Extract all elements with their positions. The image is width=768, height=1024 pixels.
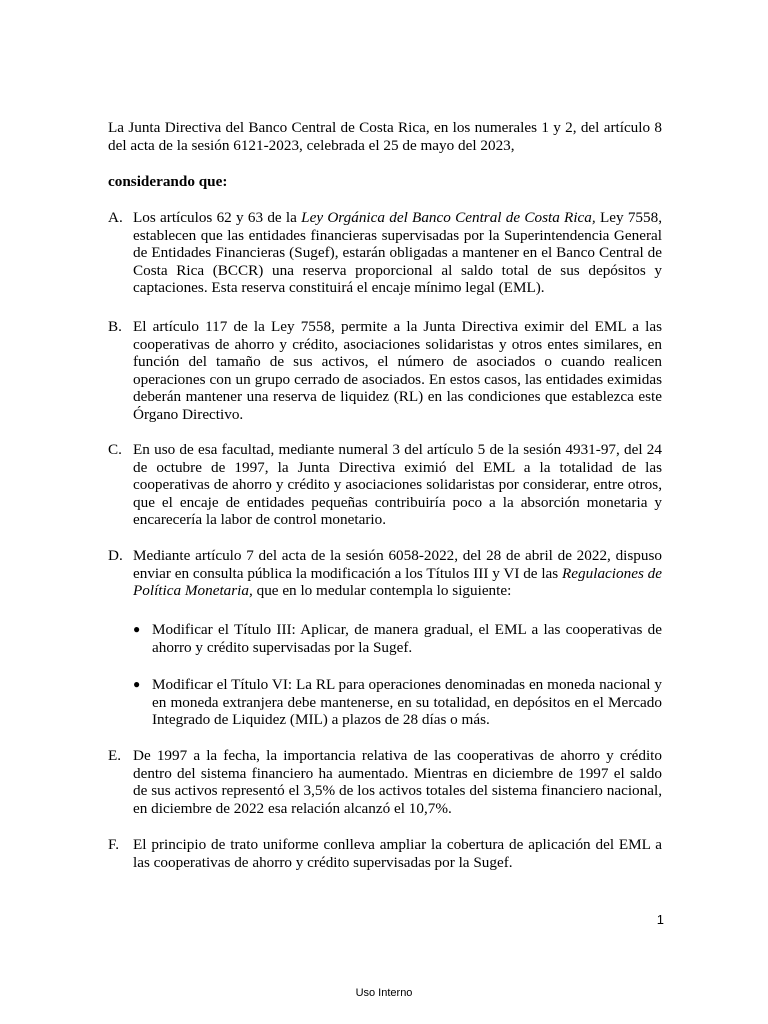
item-text: El artículo 117 de la Ley 7558, permite a la Junta Directiva eximir del EML a las cooperativas de ahorro y crédito, asociaciones solidaristas y otros entes similares, en función del tamaño de sus activos, el número de asociados o cuando realicen operaciones con un grupo cerrado de asociados. En estos casos, las entidades eximidas deberán mantener una reserva de liquidez (RL) en las condiciones que establezca este Órgano Directivo. xyxy=(133,318,662,423)
law-title: Ley Orgánica del Banco Central de Costa Rica, xyxy=(301,209,596,226)
bullet-icon: ● xyxy=(133,622,141,636)
regulation-title: Regulaciones de Política Monetaria, xyxy=(133,564,662,600)
item-text: El principio de trato uniforme conlleva ampliar la cobertura de aplicación del EML a las cooperativas de ahorro y crédito supervisadas por la Sugef. xyxy=(133,836,662,871)
bullet-icon: ● xyxy=(133,677,141,691)
considerando-item-d xyxy=(108,547,662,600)
considerando-item-f xyxy=(108,836,662,871)
considerando-item-c xyxy=(108,441,662,529)
intro-paragraph: La Junta Directiva del Banco Central de Costa Rica, en los numerales 1 y 2, del artículo 8 del acta de la sesión 6121-2023, celebrada el 25 de mayo del 2023, xyxy=(108,119,662,154)
considerando-item-e xyxy=(108,747,662,817)
section-heading: considerando que: xyxy=(108,173,228,190)
item-text: Mediante artículo 7 del acta de la sesión 6058-2022, del 28 de abril de 2022, dispuso enviar en consulta pública la modificación a los Títulos III y VI de las Regulaciones de Política Monetaria, que en lo medular contempla lo siguiente: xyxy=(133,547,662,600)
item-letter: B. xyxy=(108,318,122,335)
considerando-item-b xyxy=(108,318,662,424)
footer-classification: Uso Interno xyxy=(355,987,413,999)
item-letter: A. xyxy=(108,209,123,226)
considerando-item-a xyxy=(108,209,662,297)
item-letter: F. xyxy=(108,836,120,853)
item-text: En uso de esa facultad, mediante numeral 3 del artículo 5 de la sesión 4931-97, del 24 de octubre de 1997, la Junta Directiva eximió del EML a la totalidad de las cooperativas de ahorro y crédito y asociaciones solidaristas por considerar, entre otros, que el encaje de entidades pequeñas contribuiría poco a la absorción monetaria y encarecería la labor de control monetario. xyxy=(133,441,662,529)
bullet-text: Modificar el Título III: Aplicar, de manera gradual, el EML a las cooperativas de ahorro y crédito supervisadas por la Sugef. xyxy=(152,621,662,656)
item-text: De 1997 a la fecha, la importancia relativa de las cooperativas de ahorro y crédito dentro del sistema financiero ha aumentado. Mientras en diciembre de 1997 el saldo de sus activos representó el 3,5% de los activos totales del sistema financiero nacional, en diciembre de 2022 esa relación alcanzó el 10,7%. xyxy=(133,747,662,817)
bullet-text: Modificar el Título VI: La RL para operaciones denominadas en moneda nacional y en moneda extranjera debe mantenerse, en su totalidad, en depósitos en el Mercado Integrado de Liquidez (MIL) a plazos de 28 días o más. xyxy=(152,676,662,729)
bullet-item xyxy=(133,676,662,729)
bullet-item xyxy=(133,621,662,656)
item-text: Los artículos 62 y 63 de la Ley Orgánica del Banco Central de Costa Rica, Ley 7558, establecen que las entidades financieras supervisadas por la Superintendencia General de Entidades Financieras (Sugef), estarán obligadas a mantener en el Banco Central de Costa Rica (BCCR) una reserva proporcional al saldo total de sus depósitos y captaciones. Esta reserva constituirá el encaje mínimo legal (EML). xyxy=(133,209,663,297)
item-letter: D. xyxy=(108,547,123,564)
item-letter: E. xyxy=(108,747,122,764)
page-number: 1 xyxy=(656,912,664,927)
item-letter: C. xyxy=(108,441,122,458)
